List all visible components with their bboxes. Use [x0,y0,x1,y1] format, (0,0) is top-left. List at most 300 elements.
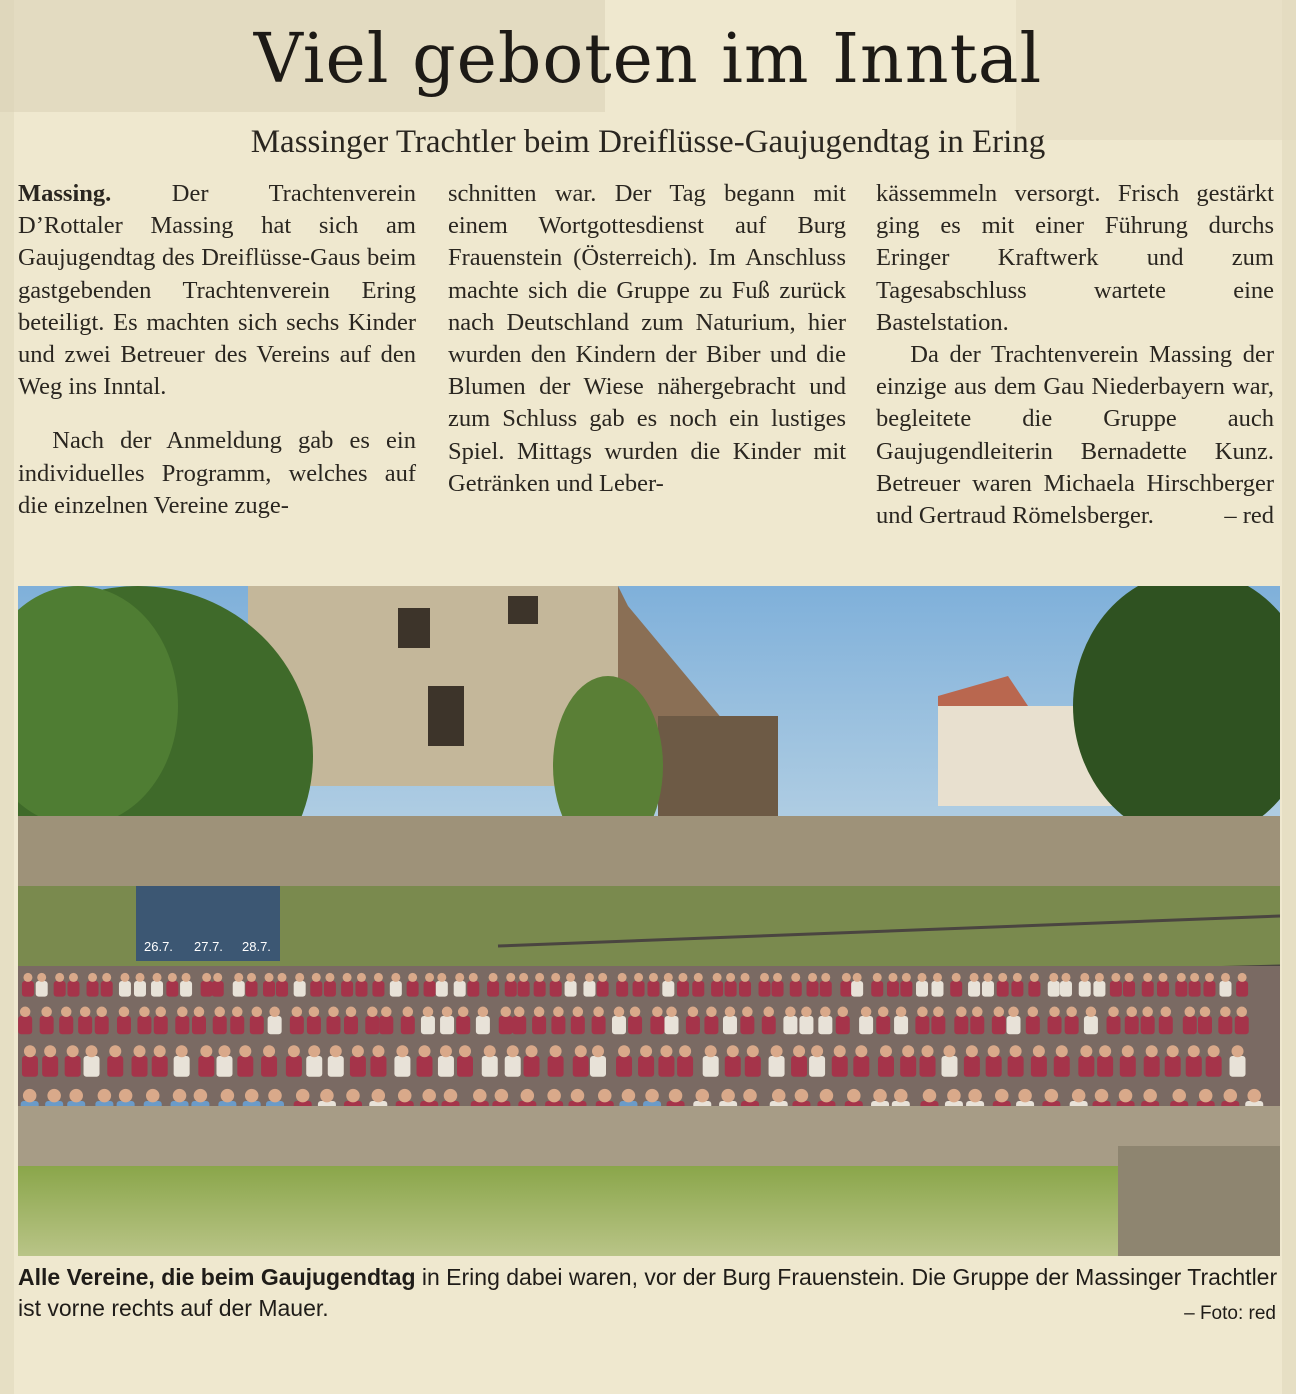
person-head [501,1007,512,1018]
person-head [182,973,191,982]
person-head [1030,973,1039,982]
person-shirt [1031,1056,1047,1077]
person-shirt [1230,1056,1246,1077]
person-head [660,1045,672,1057]
person-shirt [711,981,723,997]
person-head [23,1089,36,1103]
wooden-gallery [658,716,778,826]
person-head [1177,973,1186,982]
person-head [773,973,782,982]
person-shirt [1028,981,1040,997]
person-head [791,973,800,982]
person-shirt [551,1016,565,1034]
person-shirt [324,981,336,997]
person-head [705,1045,717,1057]
person-head [489,973,498,982]
person-head [278,973,287,982]
person-head [873,973,882,982]
person-shirt [1060,981,1072,997]
person-shirt [769,1056,785,1077]
person-head [772,1089,786,1103]
person-head [640,1045,652,1057]
person-head [666,1007,677,1018]
person-shirt [612,1016,626,1034]
person-shirt [246,981,258,997]
person-head [44,1045,56,1057]
person-head [664,973,673,982]
person-shirt [532,1016,546,1034]
person-head [1143,973,1152,982]
person-shirt [583,981,595,997]
person-head [1208,1045,1220,1057]
stone-steps [1118,1146,1280,1256]
person-shirt [101,981,113,997]
person-head [1033,1045,1045,1057]
person-shirt [407,981,419,997]
person-shirt [372,981,384,997]
person-shirt [487,981,499,997]
person-head [173,1089,187,1103]
person-head [649,973,658,982]
paragraph [18,178,416,403]
person-shirt [703,1056,719,1077]
person-shirt [233,981,245,997]
person-head [553,1007,564,1018]
person-shirt [876,1016,890,1034]
person-head [372,1045,384,1057]
person-head [425,973,434,982]
person-shirt [992,1016,1006,1034]
person-head [1013,973,1022,982]
person-shirt [132,1056,148,1077]
person-shirt [686,1016,700,1034]
person-shirt [350,1056,366,1077]
person-head [1045,1089,1059,1103]
person-head [440,1045,452,1057]
person-head [547,1089,561,1103]
front-wall [18,1106,1280,1166]
person-shirt [40,1016,54,1034]
person-head [575,1045,587,1057]
person-head [308,1045,320,1057]
banner-date: 26.7. [144,939,173,954]
person-shirt [1175,981,1187,997]
person-shirt [548,1056,564,1077]
person-shirt [192,1016,206,1034]
person-head [878,1007,889,1018]
person-head [669,1089,683,1103]
person-shirt [261,1056,277,1077]
adjacent-clipping-edge [1282,0,1296,1394]
person-head [706,1007,717,1018]
person-head [1200,1007,1211,1018]
person-head [1010,1045,1022,1057]
person-shirt [1048,981,1060,997]
person-head [423,1007,434,1018]
person-head [403,1007,414,1018]
person-shirt [276,981,288,997]
person-head [970,973,979,982]
person-shirt [1165,1056,1181,1077]
person-shirt [134,981,146,997]
person-shirt [677,1056,693,1077]
person-shirt [1048,1016,1062,1034]
banner-date: 27.7. [194,939,223,954]
person-head [1072,1089,1086,1103]
paragraph [876,339,1274,532]
person-head [1205,973,1214,982]
paragraph: kässemmeln versorgt. Frisch gestärkt ging es mit einer Führung durchs Eringer Kraftwerk und zum Tagesabschluss wartete eine Bastelstation. [876,180,1274,336]
person-head [1061,973,1070,982]
person-head [933,973,942,982]
person-head [88,973,97,982]
person-head [880,1045,892,1057]
person-shirt [290,1016,304,1034]
person-shirt [18,1016,32,1034]
person-head [521,1089,535,1103]
person-shirt [818,1016,832,1034]
person-shirt [647,981,659,997]
person-head [239,1045,251,1057]
person-shirt [78,1016,92,1034]
person-shirt [22,981,34,997]
person-head [652,1007,663,1018]
person-shirt [95,1016,109,1034]
person-head [1125,973,1134,982]
person-shirt [534,981,546,997]
person-head [514,1007,525,1018]
person-shirt [1054,1056,1070,1077]
person-head [263,1045,275,1057]
person-shirt [424,981,436,997]
person-shirt [592,1016,606,1034]
person-shirt [268,1016,282,1034]
person-shirt [597,981,609,997]
person-shirt [59,1016,73,1034]
person-head [1190,973,1199,982]
person-head [966,1045,978,1057]
person-head [592,1045,604,1057]
person-head [23,973,32,982]
article-column-2 [448,178,846,500]
person-shirt [294,981,306,997]
person-head [309,1007,320,1018]
person-head [947,1089,961,1103]
person-shirt [1084,1016,1098,1034]
person-head [614,1007,625,1018]
person-shirt [550,981,562,997]
person-shirt [772,981,784,997]
person-shirt [916,981,928,997]
person-head [943,1045,955,1057]
person-head [330,1045,342,1057]
person-shirt [401,1016,415,1034]
person-shirt [723,1016,737,1034]
person-head [320,1089,334,1103]
person-shirt [745,1056,761,1077]
person-head [923,1089,937,1103]
person-shirt [791,1056,807,1077]
person-shirt [1206,1056,1222,1077]
person-head [455,973,464,982]
castle-window [508,596,538,624]
person-shirt [310,981,322,997]
person-shirt [832,1056,848,1077]
person-head [995,1089,1009,1103]
person-head [154,1045,166,1057]
person-head [325,973,334,982]
photo-caption [18,1262,1280,1324]
person-head [618,973,627,982]
person-head [473,1089,487,1103]
person-head [721,1089,735,1103]
person-shirt [853,1056,869,1077]
person-head [630,1007,641,1018]
person-shirt [390,981,402,997]
person-shirt [783,1016,797,1034]
person-shirt [42,1056,58,1077]
person-head [153,973,162,982]
person-head [1028,1007,1039,1018]
person-shirt [454,981,466,997]
person-shirt [306,1056,322,1077]
person-shirt [355,981,367,997]
person-head [918,973,927,982]
caption-lead: Alle Vereine, die beim Gaujugendtag [18,1264,416,1290]
person-head [1119,1089,1133,1103]
person-shirt [84,1056,100,1077]
person-head [1185,1007,1196,1018]
person-head [998,973,1007,982]
lawn [18,1166,1118,1256]
person-shirt [1078,1056,1094,1077]
person-shirt [1093,981,1105,997]
person-head [1199,1089,1213,1103]
person-head [861,1007,872,1018]
person-shirt [982,981,994,997]
person-shirt [65,1056,81,1077]
paragraph: schnitten war. Der Tag begann mit einem Wortgottesdienst auf Burg Frauenstein (Österreich). Im Anschluss machte sich die Gruppe zu Fuß zurück nach Deutschland zum Naturium, hier wurden den Kindern der Biber und die Blumen der Wiese nähergebracht und zum Schluss gab es noch ein lustiges Spiel. Mittags wurden die Kinder mit Getränken und Leber- [448,180,846,497]
person-head [1172,1089,1186,1103]
person-head [232,1007,243,1018]
person-shirt [518,981,530,997]
person-shirt [739,981,751,997]
person-head [247,973,256,982]
person-shirt [725,1056,741,1077]
person-shirt [665,1016,679,1034]
person-shirt [1141,1016,1155,1034]
person-shirt [151,981,163,997]
person-shirt [417,1056,433,1077]
person-head [713,973,722,982]
person-head [346,1007,357,1018]
person-shirt [87,981,99,997]
person-head [573,1007,584,1018]
person-shirt [328,1056,344,1077]
person-shirt [286,1056,302,1077]
person-head [741,973,750,982]
person-shirt [212,981,224,997]
person-head [808,973,817,982]
person-shirt [1110,981,1122,997]
person-head [571,1089,585,1103]
person-shirt [1026,1016,1040,1034]
person-head [367,1007,378,1018]
person-head [442,1007,453,1018]
person-shirt [152,1056,168,1077]
person-head [801,1007,812,1018]
person-shirt [573,1056,589,1077]
person-head [234,973,243,982]
person-head [535,973,544,982]
person-head [135,973,144,982]
person-head [396,1045,408,1057]
person-shirt [456,1016,470,1034]
person-head [968,1089,982,1103]
person-shirt [476,1016,490,1034]
person-head [177,1007,188,1018]
person-head [834,1045,846,1057]
person-head [374,973,383,982]
person-head [763,1007,774,1018]
dateline: Massing. [18,180,112,207]
person-head [55,973,64,982]
person-head [1143,1089,1157,1103]
person-head [585,973,594,982]
person-head [372,1089,386,1103]
person-head [200,1045,212,1057]
person-head [96,1007,107,1018]
person-shirt [499,1016,513,1034]
person-head [357,973,366,982]
person-shirt [250,1016,264,1034]
person-shirt [1218,1016,1232,1034]
person-shirt [836,1016,850,1034]
person-shirt [799,1016,813,1034]
person-shirt [894,1016,908,1034]
person-head [1247,1089,1261,1103]
person-head [1159,973,1168,982]
person-head [176,1045,188,1057]
person-head [1111,973,1120,982]
person-shirt [931,1016,945,1034]
person-shirt [1198,1016,1212,1034]
person-head [678,973,687,982]
person-shirt [213,1016,227,1034]
person-head [1086,1007,1097,1018]
person-head [419,1045,431,1057]
person-head [422,1089,436,1103]
group-photo-illustration [18,586,1280,1256]
person-head [146,1089,160,1103]
person-shirt [662,981,674,997]
person-head [194,1007,205,1018]
person-head [771,1045,783,1057]
person-head [994,1007,1005,1018]
person-shirt [117,1016,131,1034]
person-shirt [54,981,66,997]
person-head [688,1007,699,1018]
person-head [795,1089,809,1103]
person-head [1049,973,1058,982]
person-head [398,1089,412,1103]
person-head [352,1045,364,1057]
person-head [988,1045,1000,1057]
person-head [694,973,703,982]
person-head [98,1089,112,1103]
person-head [437,973,446,982]
person-head [444,1089,458,1103]
person-shirt [920,1056,936,1077]
person-shirt [107,1056,123,1077]
person-shirt [986,1056,1002,1077]
person-head [847,1089,861,1103]
person-shirt [1007,1016,1021,1034]
person-head [86,1045,98,1057]
person-shirt [677,981,689,997]
person-shirt [650,1016,664,1034]
person-shirt [394,1056,410,1077]
article-column-3 [876,178,1274,532]
person-shirt [590,1056,606,1077]
person-head [598,1089,612,1103]
person-head [902,973,911,982]
person-head [1066,1007,1077,1018]
person-head [295,973,304,982]
person-head [102,973,111,982]
person-head [408,973,417,982]
person-head [820,1089,834,1103]
paragraph-text: Der Trachtenverein D’Rottaler Massing hat sich am Gaujugendtag des Dreiflüsse-Gaus beim gastgebenden Trachtenverein Ering beteiligt. Es machten sich sechs Kinder und zwei Betreuer des Vereins auf den Weg ins Inntal. [18,180,416,401]
person-head [288,1045,300,1057]
person-shirt [941,1056,957,1077]
person-head [1056,1045,1068,1057]
person-shirt [482,1056,498,1077]
headline: Viel geboten im Inntal [253,20,1043,99]
person-shirt [692,981,704,997]
person-head [634,973,643,982]
person-head [1224,1089,1238,1103]
person-shirt [704,1016,718,1034]
person-shirt [438,1056,454,1077]
person-head [551,973,560,982]
person-shirt [565,981,577,997]
person-head [69,973,78,982]
person-head [922,1045,934,1057]
person-head [1080,1045,1092,1057]
person-shirt [950,981,962,997]
person-head [1238,973,1247,982]
person-shirt [851,981,863,997]
person-head [67,1045,79,1057]
article-column-1 [18,178,416,522]
person-head [645,1089,659,1103]
person-shirt [457,1056,473,1077]
person-head [896,1007,907,1018]
group-photo [18,586,1280,1256]
person-head [1232,1045,1244,1057]
person-shirt [633,981,645,997]
person-shirt [67,981,79,997]
person-head [1161,1007,1172,1018]
person-head [956,1007,967,1018]
person-shirt [174,1056,190,1077]
person-head [1142,1007,1153,1018]
person-shirt [436,981,448,997]
person-shirt [1011,981,1023,997]
person-head [268,1089,282,1103]
person-head [168,973,177,982]
